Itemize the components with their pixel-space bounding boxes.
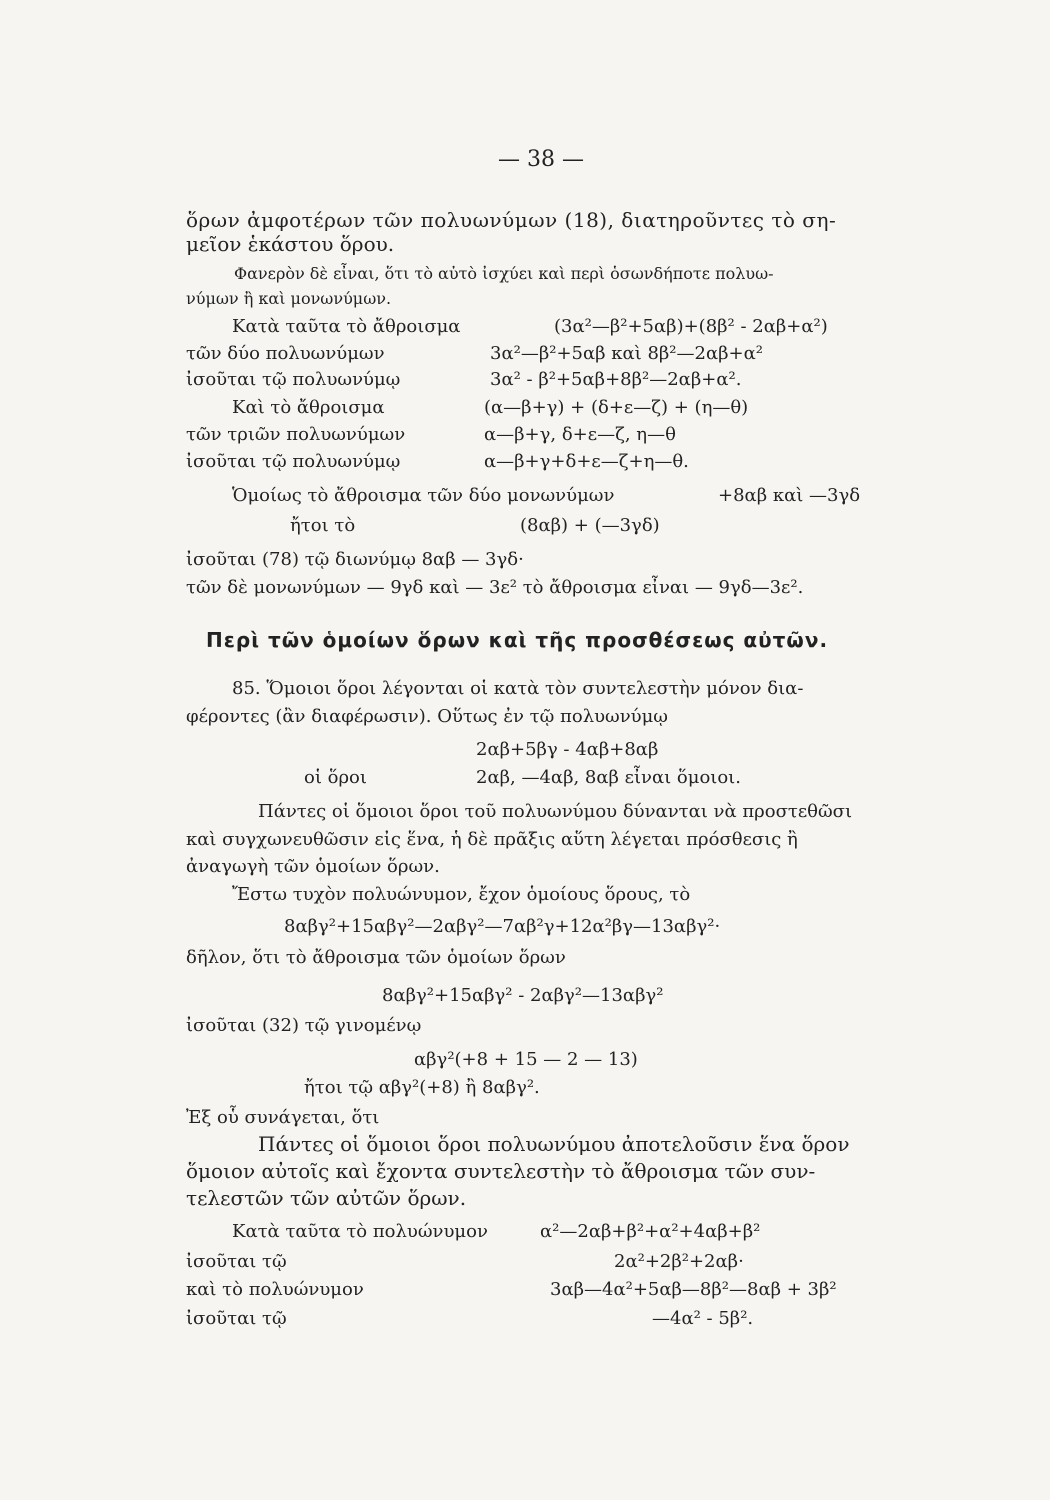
sum-label: καὶ τὸ πολυώνυμον	[186, 1279, 364, 1300]
math-label: οἱ ὅροι	[304, 767, 367, 788]
section-heading: Περὶ τῶν ὁμοίων ὅρων καὶ τῆς προσθέσεως αὐτῶν.	[206, 628, 829, 652]
sum-expression: —4α² - 5β².	[652, 1308, 754, 1329]
sum-label: ἰσοῦται τῷ	[186, 1308, 287, 1329]
text-line: ὅρων ἀμφοτέρων τῶν πολυωνύμων (18), διατηροῦντες τὸ ση-	[186, 208, 837, 232]
sum-label: Καὶ τὸ ἄθροισμα	[232, 397, 385, 418]
sum-expression: (8αβ) + (—3γδ)	[520, 515, 660, 536]
sum-expression: 2α²+2β²+2αβ·	[614, 1251, 744, 1272]
sum-expression: (3α²—β²+5αβ)+(8β² - 2αβ+α²)	[554, 316, 828, 337]
text-line: δῆλον, ὅτι τὸ ἄθροισμα τῶν ὁμοίων ὅρων	[186, 947, 566, 968]
sum-expression: α²—2αβ+β²+α²+4αβ+β²	[540, 1221, 761, 1242]
math-expression: 8αβγ²+15αβγ² - 2αβγ²—13αβγ²	[382, 985, 664, 1006]
math-expression: αβγ²(+8 + 15 — 2 — 13)	[414, 1049, 638, 1070]
text-line: νύμων ἢ καὶ μονωνύμων.	[186, 289, 392, 308]
sum-label: τῶν τριῶν πολυωνύμων	[186, 424, 406, 445]
text-line: ἰσοῦται (32) τῷ γινομένῳ	[186, 1015, 422, 1036]
text-line: μεῖον ἑκάστου ὅρου.	[186, 232, 395, 256]
rule-text: τελεστῶν τῶν αὐτῶν ὅρων.	[186, 1186, 467, 1210]
math-expression: 8αβγ²+15αβγ²—2αβγ²—7αβ²γ+12α²βγ—13αβγ²·	[284, 916, 721, 937]
sum-expression: (α—β+γ) + (δ+ε—ζ) + (η—θ)	[484, 397, 749, 418]
text-line: 85. Ὅμοιοι ὅροι λέγονται οἱ κατὰ τὸν συντελεστὴν μόνον δια-	[232, 678, 804, 699]
rule-text: ὅμοιον αὐτοῖς καὶ ἔχοντα συντελεστὴν τὸ ἄθροισμα τῶν συν-	[186, 1159, 816, 1183]
sum-label: ἰσοῦται τῷ πολυωνύμῳ	[186, 451, 401, 472]
text-line: φέροντες (ἂν διαφέρωσιν). Οὕτως ἐν τῷ πολυωνύμῳ	[186, 706, 668, 727]
page-number: — 38 —	[498, 147, 584, 172]
text-line: ἰσοῦται (78) τῷ διωνύμῳ 8αβ — 3γδ·	[186, 549, 524, 570]
text-line: τῶν δὲ μονωνύμων — 9γδ καὶ — 3ε² τὸ ἄθροισμα εἶναι — 9γδ—3ε².	[186, 577, 804, 598]
sum-expression: α—β+γ, δ+ε—ζ, η—θ	[484, 424, 676, 445]
sum-expression: α—β+γ+δ+ε—ζ+η—θ.	[484, 451, 689, 472]
math-expression: 2αβ+5βγ - 4αβ+8αβ	[476, 739, 659, 760]
sum-label: ἰσοῦται τῷ πολυωνύμῳ	[186, 369, 401, 390]
text-line: Ἔστω τυχὸν πολυώνυμον, ἔχον ὁμοίους ὅρους, τὸ	[232, 884, 691, 905]
text-line: ἀναγωγὴ τῶν ὁμοίων ὅρων.	[186, 856, 440, 877]
text-line: Πάντες οἱ ὅμοιοι ὅροι τοῦ πολυωνύμου δύνανται νὰ προστεθῶσι	[258, 801, 853, 822]
math-expression: ἤτοι τῷ αβγ²(+8) ἢ 8αβγ².	[304, 1077, 540, 1098]
sum-label: Κατὰ ταῦτα τὸ πολυώνυμον	[232, 1221, 488, 1242]
sum-label: τῶν δύο πολυωνύμων	[186, 343, 385, 364]
sum-label: ἤτοι τὸ	[290, 515, 356, 536]
sum-label: ἰσοῦται τῷ	[186, 1251, 287, 1272]
text-line: Ἐξ οὗ συνάγεται, ὅτι	[186, 1107, 380, 1128]
rule-text: Πάντες οἱ ὅμοιοι ὅροι πολυωνύμου ἀποτελοῦσιν ἕνα ὅρον	[258, 1132, 850, 1156]
text-line: καὶ συγχωνευθῶσιν εἰς ἕνα, ἡ δὲ πρᾶξις αὕτη λέγεται πρόσθεσις ἢ	[186, 829, 798, 850]
sum-expression: 3α² - β²+5αβ+8β²—2αβ+α².	[490, 369, 742, 390]
text-line: Φανερὸν δὲ εἶναι, ὅτι τὸ αὐτὸ ἰσχύει καὶ περὶ ὁσωνδήποτε πολυω-	[234, 264, 774, 283]
math-expression: 2αβ, —4αβ, 8αβ εἶναι ὅμοιοι.	[476, 767, 741, 788]
sum-expression: 3αβ—4α²+5αβ—8β²—8αβ + 3β²	[550, 1279, 837, 1300]
sum-expression: +8αβ καὶ —3γδ	[718, 485, 861, 506]
sum-expression: 3α²—β²+5αβ καὶ 8β²—2αβ+α²	[490, 343, 763, 364]
sum-label: Κατὰ ταῦτα τὸ ἄθροισμα	[232, 316, 461, 337]
sum-label: Ὁμοίως τὸ ἄθροισμα τῶν δύο μονωνύμων	[232, 485, 615, 506]
